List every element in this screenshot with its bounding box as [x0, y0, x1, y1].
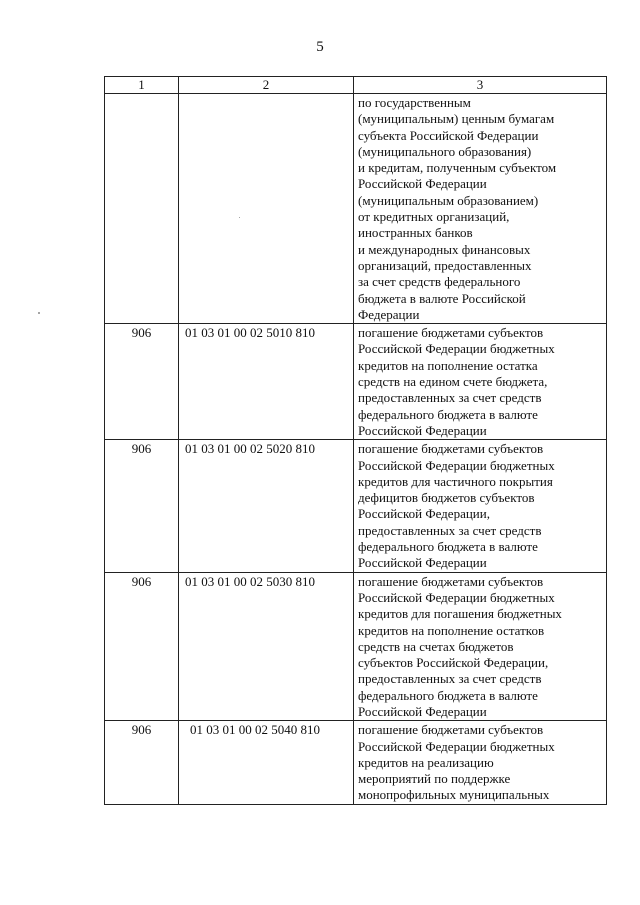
source-code-cell: 01 03 01 00 02 5030 810 — [179, 572, 354, 721]
page-number: 5 — [316, 39, 324, 55]
name-text-line: Российской Федерации бюджетных — [358, 738, 555, 754]
header-col-1: 1 — [105, 77, 179, 94]
name-text-line: (муниципальным) ценным бумагам — [358, 111, 555, 127]
table-header-row — [105, 77, 607, 94]
name-text-line: (муниципальным образованием) — [358, 192, 539, 208]
name-text-line: кредитов на пополнение остатков — [358, 622, 545, 638]
name-text-line: кредитов на реализацию — [358, 754, 494, 770]
name-text-line: дефицитов бюджетов субъектов — [358, 490, 535, 506]
name-text-line: Федерации — [358, 306, 420, 322]
name-text-line: монопрофильных муниципальных — [358, 787, 550, 803]
table-row — [105, 572, 607, 721]
name-text-line: (муниципального образования) — [358, 143, 532, 159]
name-text-line: кредитов для частичного покрытия — [358, 473, 553, 489]
header-col-3: 3 — [354, 77, 607, 94]
source-name-cell — [354, 572, 607, 721]
scan-speck — [38, 312, 40, 314]
source-name-cell — [354, 94, 607, 324]
name-text-line: погашение бюджетами субъектов — [358, 441, 544, 457]
source-name-cell — [354, 721, 607, 804]
name-text-line: по государственным — [358, 95, 471, 110]
name-text-line: Российской Федерации бюджетных — [358, 341, 555, 357]
scan-speck — [239, 217, 240, 218]
name-text-line: предоставленных за счет средств — [358, 671, 542, 687]
name-text-line: кредитов для погашения бюджетных — [358, 606, 562, 622]
name-text-line: Российской Федерации — [358, 555, 487, 571]
name-text-line: Российской Федерации — [358, 422, 487, 438]
name-text-line: федерального бюджета в валюте — [358, 539, 538, 555]
source-code-cell: 01 03 01 00 02 5020 810 — [179, 440, 354, 572]
source-code-cell: 01 03 01 00 02 5040 810 — [179, 721, 354, 804]
admin-code-cell: 906 — [105, 440, 179, 572]
source-code-cell — [179, 94, 354, 324]
name-text-line: федерального бюджета в валюте — [358, 687, 538, 703]
name-text-line: кредитов на пополнение остатка — [358, 357, 538, 373]
name-text-line: Российской Федерации — [358, 176, 487, 192]
name-text-line: средств на едином счете бюджета, — [358, 374, 548, 390]
name-text-line: и кредитам, полученным субъектом — [358, 160, 557, 176]
name-text-line: от кредитных организаций, — [358, 209, 510, 225]
source-code-cell: 01 03 01 00 02 5010 810 — [179, 324, 354, 440]
name-text-line: субъекта Российской Федерации — [358, 127, 539, 143]
name-text-line: организаций, предоставленных — [358, 257, 532, 273]
name-text-line: погашение бюджетами субъектов — [358, 573, 544, 589]
name-text-line: Российской Федерации, — [358, 506, 490, 522]
name-text-line: бюджета в валюте Российской — [358, 290, 526, 306]
source-name-cell — [354, 324, 607, 440]
name-text-line: Российской Федерации бюджетных — [358, 457, 555, 473]
name-text-line: предоставленных за счет средств — [358, 522, 542, 538]
name-text-line: иностранных банков — [358, 225, 473, 241]
header-col-2: 2 — [179, 77, 354, 94]
table-row — [105, 324, 607, 440]
admin-code-cell: 906 — [105, 572, 179, 721]
name-text-line: мероприятий по поддержке — [358, 771, 511, 787]
admin-code-cell: 906 — [105, 324, 179, 440]
name-text-line: Российской Федерации бюджетных — [358, 589, 555, 605]
name-text-line: средств на счетах бюджетов — [358, 638, 514, 654]
name-text-line: погашение бюджетами субъектов — [358, 722, 544, 738]
budget-codes-table — [104, 76, 607, 805]
name-text-line: за счет средств федерального — [358, 274, 521, 290]
name-text-line: Российской Федерации — [358, 703, 487, 719]
name-text-line: погашение бюджетами субъектов — [358, 325, 544, 341]
table-row — [105, 94, 607, 324]
name-text-line: субъектов Российской Федерации, — [358, 655, 549, 671]
name-text-line: предоставленных за счет средств — [358, 390, 542, 406]
source-name-cell — [354, 440, 607, 572]
name-text-line: федерального бюджета в валюте — [358, 406, 538, 422]
table-row — [105, 440, 607, 572]
admin-code-cell: 906 — [105, 721, 179, 804]
name-text-line: и международных финансовых — [358, 241, 531, 257]
table-row — [105, 721, 607, 804]
admin-code-cell — [105, 94, 179, 324]
